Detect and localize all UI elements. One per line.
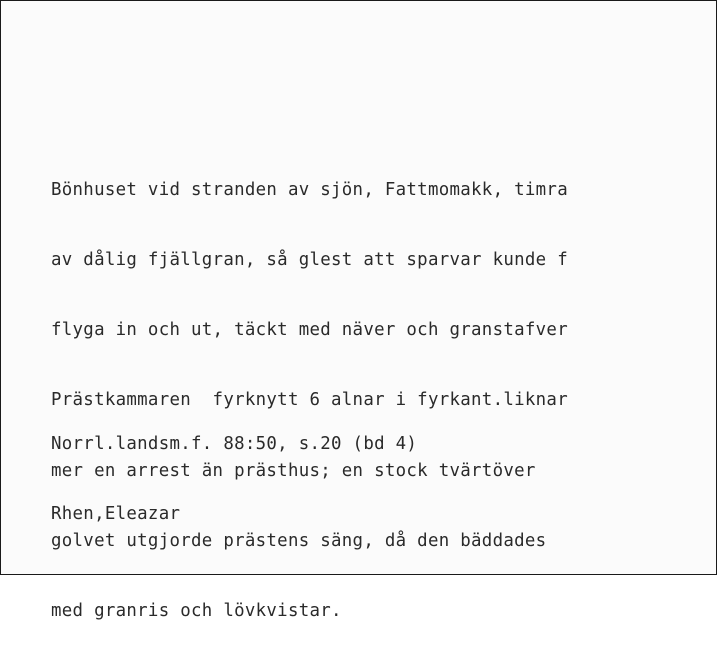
- text-line: Bönhuset vid stranden av sjön, Fattmomakk, timra: [51, 179, 568, 200]
- source-line: Rhen,Eleazar: [51, 504, 181, 525]
- text-line: flyga in och ut, täckt med näver och granstafver: [51, 320, 568, 341]
- text-line: mer en arrest än prästhus; en stock tvärtöver: [51, 460, 536, 481]
- source-line: Norrl.landsm.f. 88:50, s.20 (bd 4): [51, 433, 418, 454]
- card-source-reference: [51, 386, 417, 573]
- text-line: av dålig fjällgran, så glest att sparvar kunde f: [51, 250, 568, 271]
- text-line: golvet utgjorde prästens säng, då den bäddades: [51, 530, 547, 551]
- text-line: Prästkammaren fyrknytt 6 alnar i fyrkant.liknar: [51, 390, 568, 411]
- text-line: med granris och lövkvistar.: [51, 601, 342, 622]
